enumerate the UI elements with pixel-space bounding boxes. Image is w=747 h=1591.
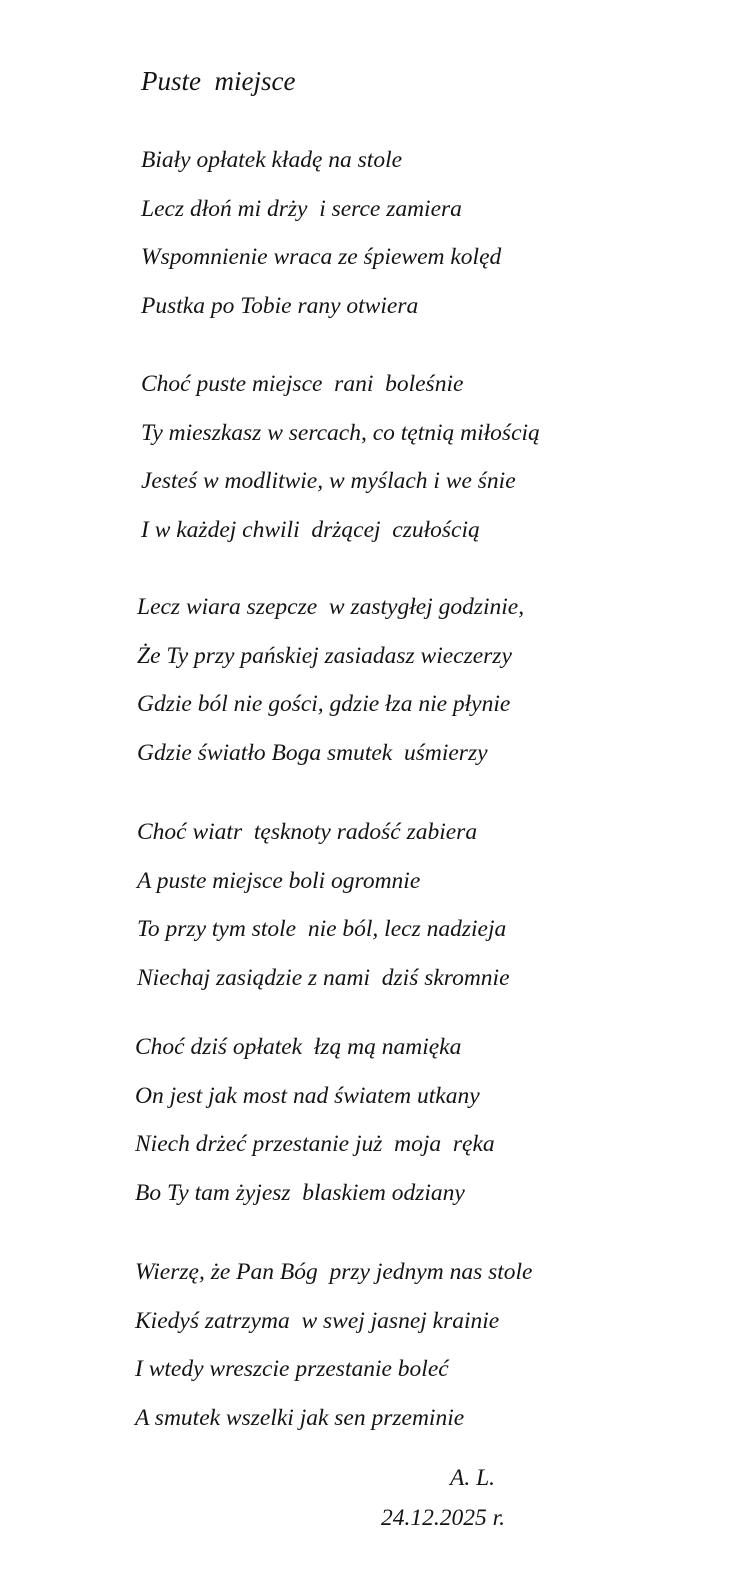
poem-line: Ty mieszkasz w sercach, co tętnią miłością xyxy=(141,419,540,446)
stanza xyxy=(141,369,540,563)
poem-line: I w każdej chwili drżącej czułością xyxy=(141,516,480,543)
poem-line: Choć wiatr tęsknoty radość zabiera xyxy=(137,819,478,845)
poem-date: 24.12.2025 r. xyxy=(381,1505,506,1531)
poem-line: Pustka po Tobie rany otwiera xyxy=(141,292,419,319)
poem-line: Że Ty przy pańskiej zasiadasz wieczerzy xyxy=(137,642,512,669)
poem-line: Lecz wiara szepcze w zastygłej godzinie, xyxy=(137,594,525,620)
poem-line: Gdzie światło Boga smutek uśmierzy xyxy=(137,739,488,766)
stanza xyxy=(141,145,501,339)
stanza xyxy=(135,1032,495,1226)
stanza xyxy=(137,592,524,786)
poem-line: Wspomnienie wraca ze śpiewem kolęd xyxy=(141,244,502,270)
poem-line: Niechaj zasiądzie z nami dziś skromnie xyxy=(137,964,510,991)
poem-line: A puste miejsce boli ogromnie xyxy=(137,867,421,894)
poem-line: Biały opłatek kładę na stole xyxy=(141,147,403,173)
poem-line: On jest jak most nad światem utkany xyxy=(135,1082,480,1109)
poem-line: Gdzie ból nie gości, gdzie łza nie płynie xyxy=(137,691,511,717)
author-initials: A. L. xyxy=(450,1465,496,1491)
poem-line: Kiedyś zatrzyma w swej jasnej krainie xyxy=(135,1307,500,1334)
poem-line: Jesteś w modlitwie, w myślach i we śnie xyxy=(141,468,516,494)
poem-title: Puste miejsce xyxy=(141,66,296,96)
poem-line: To przy tym stole nie ból, lecz nadzieja xyxy=(137,916,507,942)
poem-line: I wtedy wreszcie przestanie boleć xyxy=(135,1356,449,1382)
poem-line: Choć dziś opłatek łzą mą namięka xyxy=(135,1034,462,1060)
poem-line: Bo Ty tam żyjesz blaskiem odziany xyxy=(135,1179,465,1206)
poem-line: Wierzę, że Pan Bóg przy jednym nas stole xyxy=(135,1259,533,1285)
poem-line: A smutek wszelki jak sen przeminie xyxy=(135,1404,465,1431)
poem-line: Lecz dłoń mi drży i serce zamiera xyxy=(141,195,462,222)
poem-line: Choć puste miejsce rani boleśnie xyxy=(141,371,464,397)
stanza xyxy=(137,817,510,1011)
poem-line: Niech drżeć przestanie już moja ręka xyxy=(135,1131,495,1157)
stanza xyxy=(135,1257,532,1451)
